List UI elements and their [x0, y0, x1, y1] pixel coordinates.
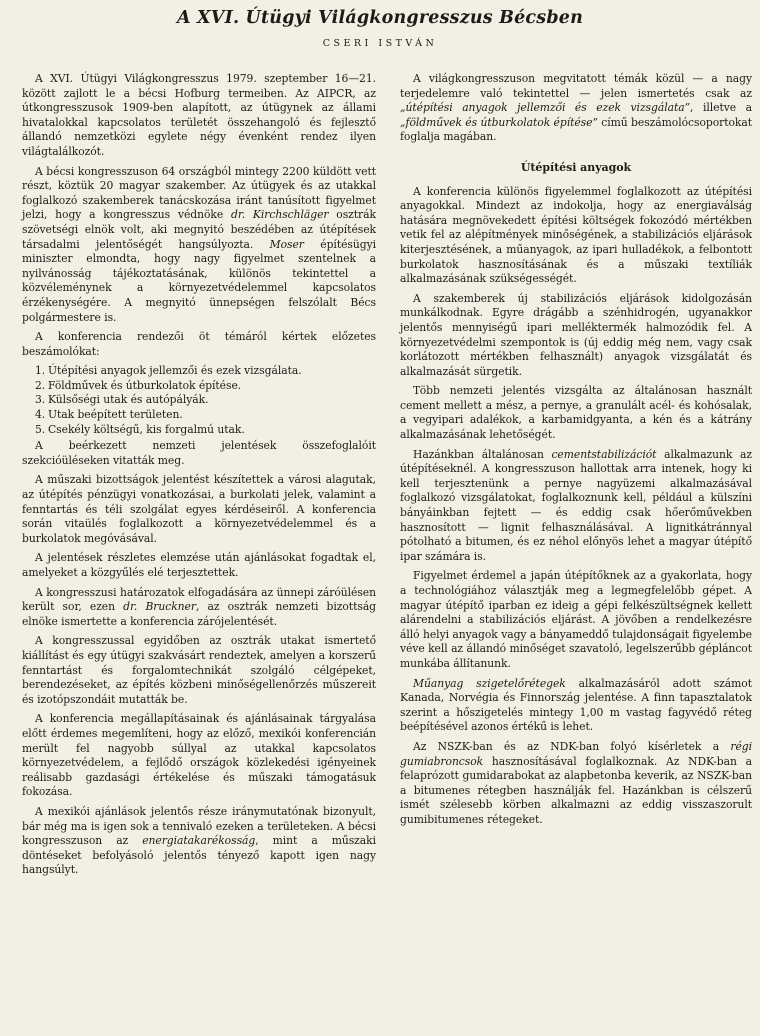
right-column — [400, 72, 752, 833]
paragraph: A kongresszussal egyidőben az osztrák utakat ismertető kiállítást és egy útügyi szakvásárt rendeztek, amelyen a korszerű fenntartást és forgalomtechnikát szolgáló célgépeket, berendezéseket, az építés közbeni minőségellenőrzés műszereit és izotópszondáit mutatták be. — [22, 634, 376, 706]
paragraph: A szakemberek új stabilizációs eljárások kidolgozásán munkálkodnak. Egyre drágább a szénhidrogén, ugyanakkor jelentős mennyiségű ipari melléktermék halmozódik fel. A környezetvédelmi szempontok is (új eddig még nem, vagy csak korlátozott mértékben felhasznált) anyagok vizsgálatát és alkalmazását sürgetik. — [400, 291, 752, 378]
paragraph: Több nemzeti jelentés vizsgálta az általánosan használt cement mellett a mész, a pernye, a granulált acél- és kohósalak, a vegyipari adalékok, a karbamidgyanta, a kén és a kátrány alkalmazásának lehetőségét. — [400, 384, 752, 442]
paragraph: A világkongresszuson megvitatott témák közül — a nagy terjedelemre való tekintettel — jelen ismertetés csak az „útépítési anyagok jellemzői és ezek vizsgálata”, illetve a „földművek és útburkolatok építése” című beszámolócsoportokat foglalja magában. — [400, 72, 752, 144]
list-item: 5. Csekély költségű, kis forgalmú utak. — [35, 422, 245, 436]
left-column — [22, 72, 376, 883]
paragraph: A beérkezett nemzeti jelentések összefoglalóit szekcióüléseken vitatták meg. — [22, 439, 376, 467]
author-byline: CSERI ISTVÁN — [322, 38, 438, 49]
paragraph: A XVI. Útügyi Világkongresszus 1979. szeptember 16—21. között zajlott le a bécsi Hofburg termeiben. Az AIPCR, az útkongresszusok 1909-ben alapított, az útügynek az állami hivatalokkal kapcsolatos területét összehangoló és fejlesztő állandó nemzetközi egylete négy évenként rendez ilyen világtalálkozót. — [22, 72, 376, 158]
list-item: 2. Földművek és útburkolatok építése. — [35, 378, 242, 392]
paragraph: A konferencia rendezői öt témáról kértek előzetes beszámolókat: — [22, 330, 376, 358]
paragraph: Figyelmet érdemel a japán útépítőknek az a gyakorlata, hogy a technológiához választják meg a legmegfelelőbb gépet. A magyar útépítő iparban ez ideig a gépi felkészültségnek kellett alárendelni a stabilizációs eljárást. A jövőben a rendelkezésre álló helyi anyagok vagy a bányameddő tulajdonságait figyelembe véve kell az állandó minőséget szavatoló, legelszerűbb gépláncot munkába állítanunk. — [400, 569, 752, 670]
paragraph: A jelentések részletes elemzése után ajánlásokat fogadtak el, amelyeket a közgyűlés elé terjesztettek. — [22, 551, 376, 579]
paragraph: Hazánkban általánosan cementstabilizációt alkalmazunk az útépítéseknél. A kongresszuson hallottak arra intenek, hogy ki kell terjesztenünk a pernye nagyüzemi alkalmazásával foglalkozó vizsgálatokat, foglalkoznunk kell, például a külszíni bányáinkban fejtett — és eddig csak hőerőművekben hasznosított — lignit felhasználásával. A lignitkátránnyal pótolható a bitumen, és ez néhol előnyös lehet a magyar útépítő ipar számára is. — [400, 447, 752, 563]
section-heading: Útépítési anyagok — [520, 160, 632, 174]
paragraph: A mexikói ajánlások jelentős része iránymutatónak bizonyult, bár még ma is igen sok a tennivaló ezeken a területeken. A bécsi kongresszuson az energiatakarékosság, mint a műszaki döntéseket befolyásoló jelentős tényező kapott igen nagy hangsúlyt. — [22, 804, 377, 877]
paragraph: A kongresszusi határozatok elfogadására az ünnepi záróülésen került sor, ezen dr. Bruckner, az osztrák nemzeti bizottság elnöke ismertette a konferencia zárójelentését. — [22, 585, 377, 628]
topic-list — [22, 364, 376, 437]
list-item: 3. Külsőségi utak és autópályák. — [35, 393, 209, 407]
paragraph: A konferencia különös figyelemmel foglalkozott az útépítési anyagokkal. Mindezt az indokolja, hogy az energiaválság hatására megnövekedett építési költségek fokozódó mértékben vetik fel az alépítmények minőségének, a stabilizációs eljárások kiterjesztésének, a műanyagok, az ipari hulladékok, a felbontott burkolatok hasznosításának és a műszaki textíliák alkalmazásának szükségességét. — [400, 184, 752, 286]
paragraph: A bécsi kongresszuson 64 országból mintegy 2200 küldött vett részt, köztük 20 magyar szakember. Az útügyek és az utakkal foglalkozó szakemberek tanácskozása iránt tanúsított figyelmet jelzi, hogy a kongresszus védnöke dr. Kirchschläger osztrák szövetségi elnök volt, aki megnyitó beszédében az útépítések társadalmi jelentőségét hangsúlyozta. Moser építésügyi miniszter elmondta, hogy nagy figyelmet szentelnek a nyilvánosság tájékoztatásának, különös tekintettel a közvéleménynek a környezetvédelemmel kapcsolatos érzékenységére. A megnyitó ünnepségen felszólalt Bécs polgármestere is. — [22, 164, 376, 324]
paragraph: Műanyag szigetelőrétegek alkalmazásáról adott számot Kanada, Norvégia és Finnország jelentése. A finn tapasztalatok szerint a hőszigetelés mintegy 1,00 m vastag fagyvédő réteg beépítésével azonos értékű is lehet. — [400, 676, 752, 734]
article-title: A XVI. Útügyi Világkongresszus Bécsben — [176, 8, 584, 28]
paragraph: A konferencia megállapításainak és ajánlásainak tárgyalása előtt érdemes megemlíteni, hogy az előző, mexikói konferencián merült fel nagyobb súllyal az utakkal kapcsolatos környezetvédelem, a fejlődő országok közlekedési igényeinek reálisabb gazdasági értékelése és műszaki támogatásuk fokozása. — [22, 712, 376, 799]
list-item: 4. Utak beépített területen. — [35, 408, 183, 422]
list-item: 1. Útépítési anyagok jellemzői és ezek vizsgálata. — [35, 364, 302, 378]
paragraph: A műszaki bizottságok jelentést készítettek a városi alagutak, az útépítés pénzügyi vonatkozásai, a burkolati jelek, valamint a fenntartás és téli szolgálat egyes kérdéseiről. A konferencia során vitaülés foglalkozott a környezetvédelemmel és a burkolatok megóvásával. — [22, 473, 376, 545]
paragraph: Az NSZK-ban és az NDK-ban folyó kísérletek a régi gumiabroncsok hasznosításával foglalkoznak. Az NDK-ban a felaprózott gumidarabokat az alapbetonba keverik, az NSZK-ban a bitumenes rétegben használják fel. Hazánkban is célszerű ismét szélesebb körben alkalmazni az eddig visszaszorult gumibitumenes rétegeket. — [400, 739, 752, 826]
